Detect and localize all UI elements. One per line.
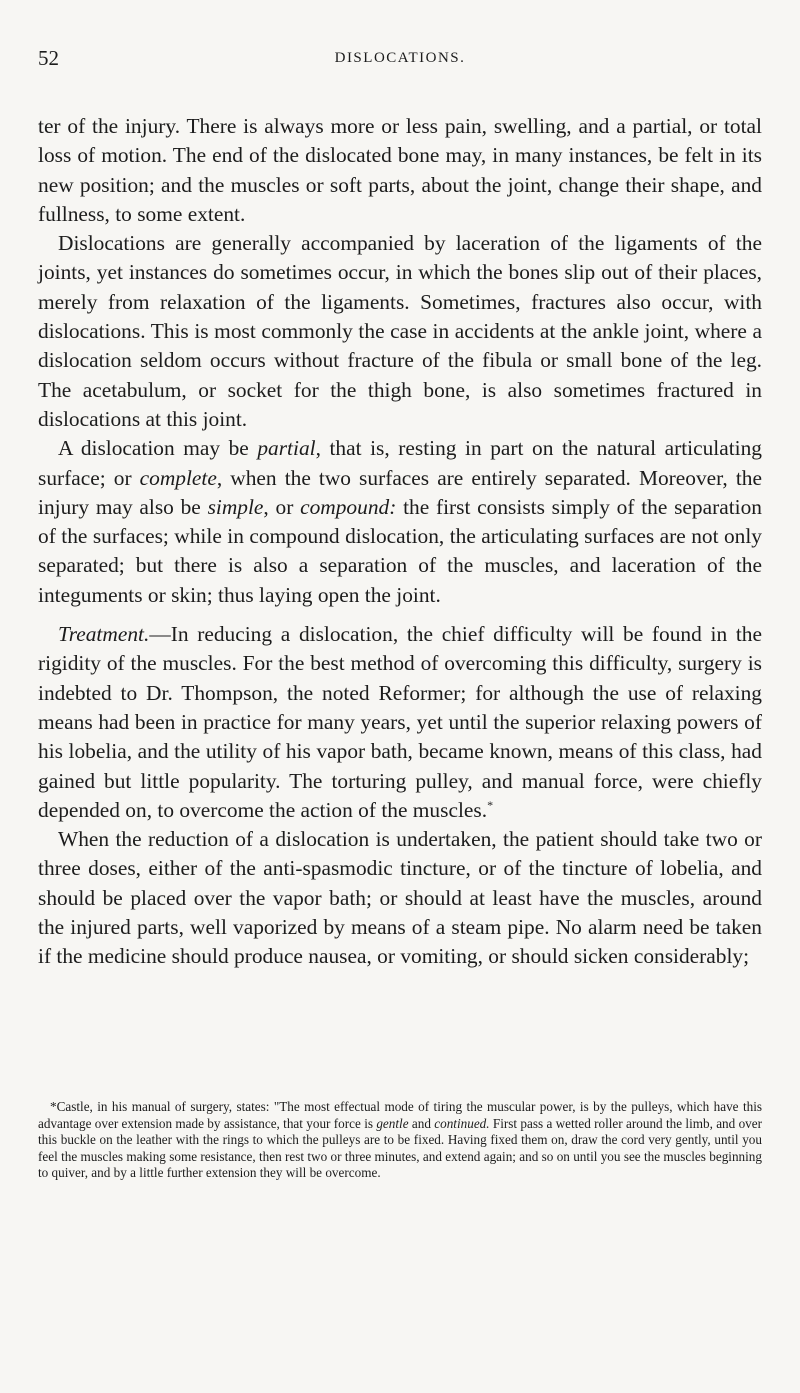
footnote bbox=[38, 1099, 762, 1182]
text-run: , when the two surfaces are entirely separated. Moreover, the injury may also be bbox=[38, 465, 762, 519]
term-complete: complete bbox=[139, 465, 217, 490]
page-header bbox=[38, 42, 762, 72]
text-run: First pass a wetted roller around the limb, and over this buckle on the leather with the rings to which the pulleys are to be fixed. Having fixed them on, draw the cord very gently, until you feel the muscles making some resistance, then rest two or three minutes, and extend again; and so on until you see the muscles beginning to quiver, and by a little further extension they will be overcome. bbox=[38, 1115, 763, 1181]
paragraph-types bbox=[38, 434, 762, 610]
paragraph-symptoms: ter of the injury. There is always more or less pain, swelling, and a partial, or total loss of motion. The end of the dislocated bone may, in many instances, be felt in its new position; and the muscles or soft parts, about the joint, change their shape, and fullness, to some extent. bbox=[38, 114, 762, 226]
body-text bbox=[38, 112, 762, 972]
running-head: DISLOCATIONS. bbox=[334, 50, 466, 66]
text-run: and bbox=[408, 1115, 435, 1131]
page-number: 52 bbox=[38, 46, 59, 70]
paragraph-treatment bbox=[38, 620, 762, 825]
text-run: —In reducing a dislocation, the chief difficulty will be found in the rigidity of the muscles. For the best method of overcoming this difficulty, surgery is indebted to Dr. Thompson, the noted Reformer; for although the use of relaxing means had been in practice for many years, yet until the superior relaxing powers of his lobelia, and the utility of his vapor bath, became known, means of this class, had gained but little popularity. The torturing pulley, and manual force, were chiefly depended on, to overcome the action of the muscles. bbox=[38, 622, 762, 822]
paragraph-ligaments: Dislocations are generally accompanied by laceration of the ligaments of the joints, yet instances do sometimes occur, in which the bones slip out of their places, merely from relaxation of the ligaments. Sometimes, fractures also occur, with dislocations. This is most commonly the case in accidents at the ankle joint, where a dislocation seldom occurs without fracture of the fibula or small bone of the leg. The acetabulum, or socket for the thigh bone, is also sometimes fractured in dislocations at this joint. bbox=[38, 231, 762, 431]
footnote-marker: * bbox=[487, 797, 494, 812]
footnote-text bbox=[38, 1099, 762, 1182]
term-gentle: gentle bbox=[376, 1115, 409, 1131]
term-partial: partial bbox=[257, 436, 316, 461]
section-heading-treatment: Treatment. bbox=[58, 622, 150, 647]
text-run: , or bbox=[263, 494, 301, 519]
text-run: A dislocation may be bbox=[58, 436, 258, 461]
text-run: , that is, resting in part on the natural articulating surface; or bbox=[38, 436, 762, 490]
term-simple: simple bbox=[207, 494, 264, 519]
term-compound: compound: bbox=[300, 494, 397, 519]
text-run: *Castle, in his manual of surgery, states: "The most effectual mode of tiring the muscular power, is by the pulleys, which have this advantage over extension made by assistance, that your force is bbox=[38, 1099, 762, 1131]
term-continued: continued. bbox=[434, 1115, 490, 1131]
paragraph-reduction: When the reduction of a dislocation is undertaken, the patient should take two or three doses, either of the anti-spasmodic tincture, or of the tincture of lobelia, and should be placed over the vapor bath; or should at least have the muscles, around the injured parts, well vaporized by means of a steam pipe. No alarm need be taken if the medicine should produce nausea, or vomiting, or should sicken considerably; bbox=[38, 827, 762, 969]
text-run: the first consists simply of the separation of the surfaces; while in compound dislocation, the articulating surfaces are not only separated; but there is also a separation of the muscles, and laceration of the integuments or skin; thus laying open the joint. bbox=[38, 494, 762, 607]
